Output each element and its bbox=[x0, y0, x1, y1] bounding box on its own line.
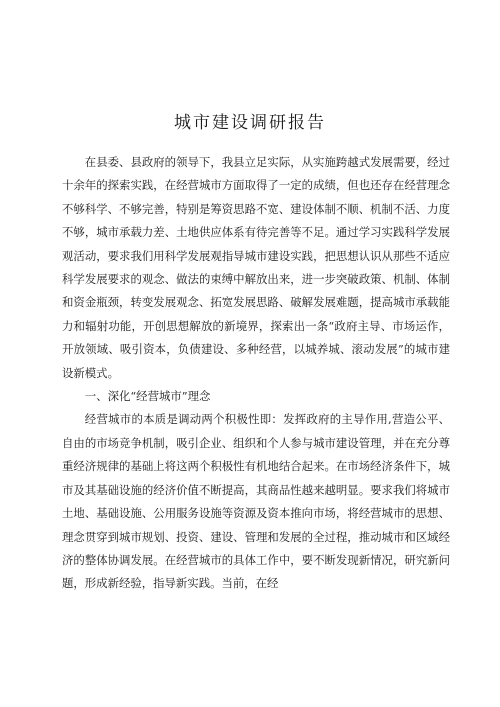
section-heading-1: 一、深化“经营城市”理念 bbox=[84, 389, 211, 404]
paragraph-section-1: 经营城市的本质是调动两个积极性即：发挥政府的主导作用,营造公平、自由的市场竞争机制，吸引企业、组织和个人参与城市建设管理，并在充分尊重经济规律的基础上将这两个积极性有机地结合起来。在市场经济条件下，城市及其基础设施的经济价值不断提高，其商品性越来越明显。要求我们将城市土地、基础设施、公用服务设施等资源及资本推向市场，将经营城市的思想、理念贯穿到城市规划、投资、建设、管理和发展的全过程，推动城市和区域经济的整体协调发展。在经营城市的具体工作中，要不断发现新情况，研究新问题，形成新经验，指导新实践。当前，在经 bbox=[62, 412, 450, 591]
paragraph-intro: 在县委、县政府的领导下，我县立足实际，从实施跨越式发展需要，经过十余年的探索实践，在经营城市方面取得了一定的成绩，但也还存在经营理念不够科学、不够完善，特别是筹资思路不宽、建设体制不顺、机制不活、力度不够，城市承载力差、土地供应体系有待完善等不足。通过学习实践科学发展观活动，要求我们用科学发展观指导城市建设实践，把思想认识从那些不适应科学发展要求的观念、做法的束缚中解放出来，进一步突破政策、机制、体制和资金瓶颈，转变发展观念、拓宽发展思路、破解发展难题，提高城市承载能力和辐射功能，开创思想解放的新境界，探索出一条“政府主导、市场运作，开放领域、吸引资本，负债建设、多种经营，以城养城、滚动发展”的城市建设新模式。 bbox=[62, 155, 450, 380]
document-title: 城市建设调研报告 bbox=[174, 113, 326, 133]
document-body bbox=[62, 151, 450, 596]
